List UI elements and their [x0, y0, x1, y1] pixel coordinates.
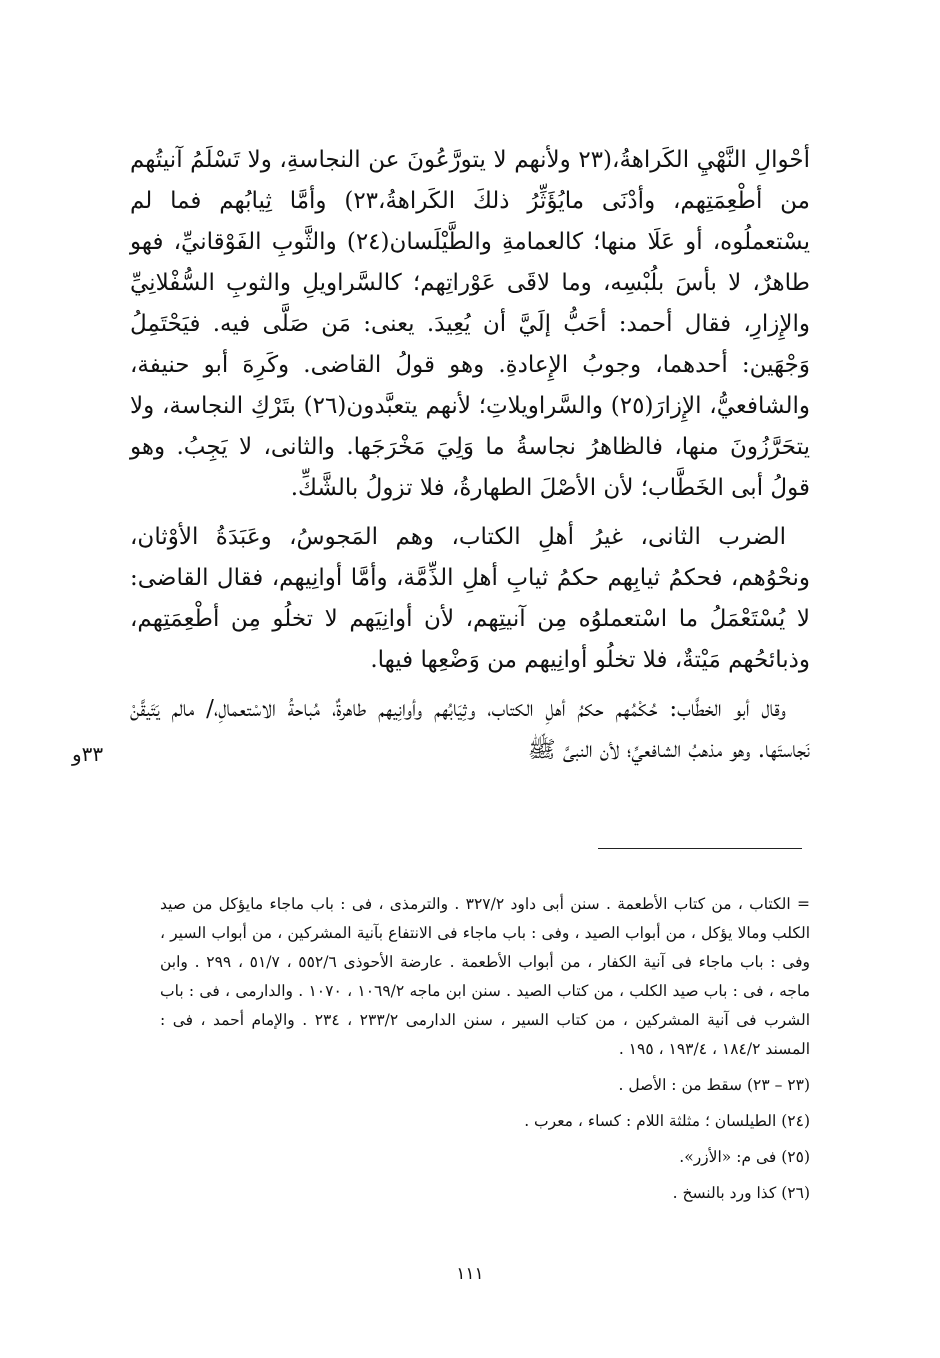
footnote-24: (٢٤) الطيلسان ؛ مثلثة اللام : كساء ، معرب . — [524, 1112, 810, 1130]
paragraph-3: وقال أبو الخطَّاب: حُكْمُهم حكمُ أهلِ الكتاب، وثِيَابُهم وأوانِيهم طاهرةٌ، مُباحةُ الاسْتعمالِ،/ مالم يَتَيقَّنْ نَجاستَها. وهو مذهبُ الشافعيِّ؛ لأن النبىَّ ﷺ — [130, 696, 810, 763]
footnote-25: (٢٥) فى م: «الأزر». — [679, 1148, 810, 1166]
paragraph-2: الضرب الثانى، غيرُ أهلِ الكتاب، وهم المَجوسُ، وعَبَدَةُ الأوْثان، ونحْوُهم، فحكمُ ثيابِهم حكمُ ثيابِ أهلِ الذِّمَّة، وأمَّا أوانِيهم، فقال القاضى: لا يُسْتَعْمَلُ ما اسْتعملوُه مِن آنيتِهم، لأن أوانِيَهم لا تخلُو مِن أطْعِمَتِهم، وذبائحُهم مَيْتةٌ، فلا تخلُو أوانِيهم من وَضْعِها فيها. — [130, 524, 810, 673]
footnote-23: (٢٣ – ٢٣) سقط من : الأصل . — [618, 1076, 810, 1094]
footnote-26: (٢٦) كذا ورد بالنسخ . — [672, 1184, 810, 1202]
margin-folio-note: ٣٣و — [72, 742, 104, 766]
main-text — [130, 140, 810, 771]
footnote-divider — [598, 848, 802, 849]
paragraph-1: أحْوالِ النَّهْيِ الكَراهةُ،(٢٣ ولأنهم لا يتورَّعُونَ عن النجاسةِ، ولا تَسْلَمُ آنيتُهم من أطْعِمَتِهم، وأدْنَى مايُؤَثِّرُ ذلكَ الكَراهةُ،٢٣) وأمَّا ثِيابُهم فما لم يسْتعملُوه، أو عَلَا منها؛ كالعمامةِ والطَّيْلَسان(٢٤) والثَّوبِ الفَوْقانيِّ، فهو طاهرٌ، لا بأسَ بلُبْسِه، وما لاقَى عَوْراتِهم؛ كالسَّراويلِ والثوبِ السُّفْلانِيِّ والإِزارِ، فقال أحمد: أحَبُّ إلَيَّ أن يُعِيدَ. يعنى: مَن صَلَّى فيه. فيَحْتَمِلُ وَجْهَين: أحدهما، وجوبُ الإِعادةِ. وهو قولُ القاضى. وكَرِهَ أبو حنيفة، والشافعيُّ، الإِزارَ(٢٥) والسَّراويلاتِ؛ لأنهم يتعبَّدون(٢٦) بتَرْكِ النجاسة، ولا يتحَرَّزُونَ منها، فالظاهرُ نجاسةُ ما وَلِيَ مَخْرَجَها. والثانى، لا يَجِبُ. وهو قولُ أبى الخَطَّاب؛ لأن الأصْلَ الطهارةُ، فلا تزولُ بالشَّكِّ. — [130, 147, 810, 501]
footnotes — [160, 890, 810, 1208]
page-number: ١١١ — [456, 1264, 484, 1284]
footnote-continuation: = الكتاب ، من كتاب الأطعمة . سنن أبى داود ٣٢٧/٢ . والترمذى ، فى : باب ماجاء مايؤكل من صيد الكلب ومالا يؤكل ، من أبواب الصيد ، وفى : باب ماجاء فى الانتفاع بآنية المشركين ، من أبواب السير ، وفى : باب ماجاء فى آنية الكفار ، من أبواب الأطعمة . عارضة الأحوذى ٥٥٢/٦ ، ٥١/٧ ، ٢٩٩ . وابن ماجه ، فى : باب صيد الكلب ، من كتاب الصيد . سنن ابن ماجه ١٠٦٩/٢ ، ١٠٧٠ . والدارمى ، فى : باب الشرب فى آنية المشركين ، من كتاب السير ، سنن الدارمى ٢٣٣/٢ ، ٢٣٤ . والإمام أحمد ، فى : المسند ١٨٤/٢ ، ١٩٣/٤ ، ١٩٥ . — [160, 895, 811, 1058]
